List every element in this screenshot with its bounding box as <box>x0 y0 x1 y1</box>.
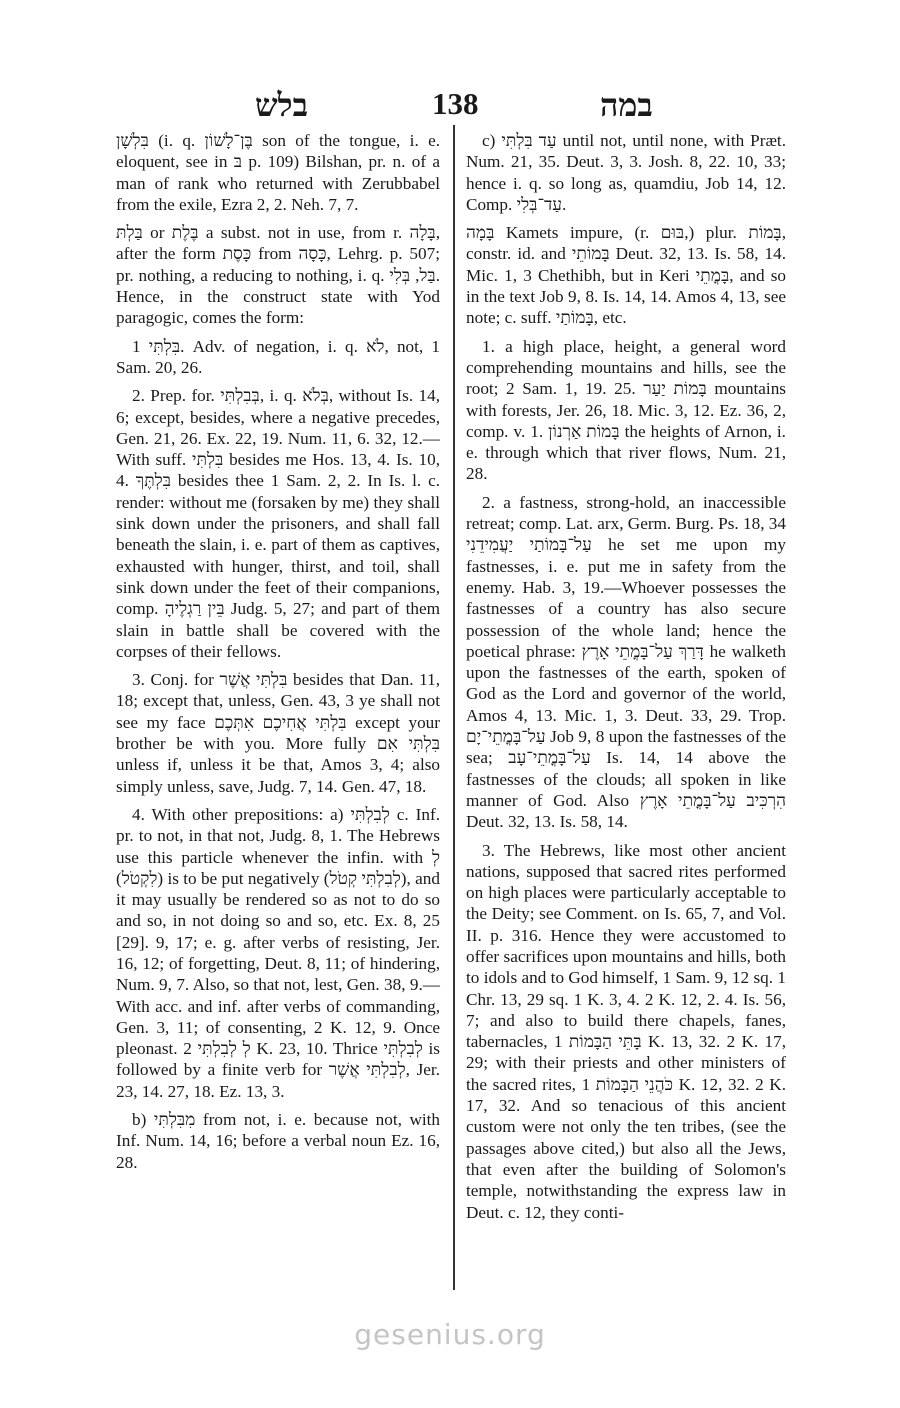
page-number: 138 <box>432 86 479 121</box>
right-column <box>466 130 786 1230</box>
entry-bilti-sense-2: 2. Prep. for. בְּבִלְתִּי, i. q. בְּלֹא, without Is. 14, 6; except, besides, where a negative precedes, Gen. 21, 26. Ex. 22, 19. Num. 11, 6. 32, 12.—With suff. בִּלְתִּי besides me Hos. 13, 4. Is. 10, 4. בִּלְתֶּךָ besides thee 1 Sam. 2, 2. In Is. l. c. render: without me (forsaken by me) they shall sink down under the prisoners, and shall fall beneath the slain, i. e. part of them as captives, exhausted with hunger, thirst, and toil, shall sink down under the feet of their companions, comp. בֵּין רַגְלֶיהָ Judg. 5, 27; and part of them slain in battle shall be covered with the corpses of their fellows. <box>116 386 440 661</box>
entry-bilti-sense-4b: b) מִבִּלְתִּי from not, i. e. because not, with Inf. Num. 14, 16; before a verbal noun Ez. 16, 28. <box>116 1110 440 1172</box>
page-header <box>0 86 900 126</box>
entry-bilti-sense-1: בִּלְתִּי 1. Adv. of negation, i. q. לֹא, not, 1 Sam. 20, 26. <box>116 336 441 377</box>
column-divider <box>453 125 455 1290</box>
site-watermark: gesenius.org <box>354 1318 546 1351</box>
entry-bilti-sense-4a: 4. With other prepositions: a) לְבִלְתִּי c. Inf. pr. to not, in that not, Judg. 8, 1. The Hebrews use this particle whenever the infin. with לְ (לִקְטֹל) is to be put negatively (לְבִלְתִּי קְטֹל), and it may usually be rendered so as not to do so and so, in not doing so and so, etc. Ex. 8, 25 [29]. 9, 17; e. g. after verbs of resisting, Jer. 16, 12; of forgetting, Deut. 8, 11; of hindering, Num. 9, 7. Also, so that not, lest, Gen. 38, 9.—With acc. and inf. after verbs of commanding, Gen. 3, 11; of consenting, 2 K. 12, 9. Once pleonast. לְ לְבִלְתִּי 2 K. 23, 10. Thrice לְבִלְתִּי is followed by a finite verb for לְבִלְתִּי אֲשֶׁר, Jer. 23, 14. 27, 18. Ez. 13, 3. <box>116 804 441 1101</box>
entry-bilti-sense-3: 3. Conj. for בִּלְתִּי אֲשֶׁר besides that Dan. 11, 18; except that, unless, Gen. 43, 3 ye shall not see my face בִּלְתִּי אֲחִיכֶם אִתְּכֶם except your brother be with you. More fully בִּלְתִּי אִם unless if, unless it be that, Amos 3, 4; also simply unless, save, Judg. 7, 14. Gen. 47, 18. <box>116 670 441 796</box>
right-catchword: במה <box>600 86 653 124</box>
entry-bilti-sense-4c: c) עַד בִּלְתִּי until not, until none, with Præt. Num. 21, 35. Deut. 3, 3. Josh. 8, 22. 10, 33; hence i. q. so long as, quamdiu, Job 14, 12. Comp. עַד־בְּלִי. <box>466 131 787 214</box>
entry-bamah-sense-3: 3. The Hebrews, like most other ancient nations, supposed that sacred rites performed on high places were particularly acceptable to the Deity; see Comment. on Is. 65, 7, and Vol. II. p. 316. Hence they were accustomed to offer sacrifices upon mountains and hills, both to idols and to God himself, 1 Sam. 9, 12 sq. 1 Chr. 13, 29 sq. 1 K. 3, 4. 2 K. 12, 2. 4. Is. 56, 7; and also to build there chapels, fanes, tabernacles, בָּתֵּי הַבָּמוֹת 1 K. 13, 32. 2 K. 17, 29; with their priests and other ministers of the sacred rites, כֹּהֲנֵי הַבָּמוֹת 1 K. 12, 32. 2 K. 17, 32. And so tenacious of this ancient custom were not only the ten tribes, (see the passages above cited,) but also all the Jews, that even after the building of Solomon's temple, notwithstanding the express law in Deut. c. 12, they conti- <box>466 840 787 1222</box>
entry-bamah: בָּמָה Kamets impure, (r. בּוּם,) plur. בָּמוֹת, constr. id. and בָּמוֹתֵי Deut. 32, 13. Is. 58, 14. Mic. 1, 3 Chethibh, but in Keri בָּמֳתֵי, and so in the text Job 9, 8. Is. 14, 14. Amos 4, 13, see note; c. suff. בָּמוֹתַי, etc. <box>466 223 786 328</box>
left-column <box>116 130 440 1180</box>
entry-belet: בַּלְתּ or בֶּלֶת a subst. not in use, from r. בָּלָה, after the form כָּסֶת from כָּסָה, Lehrg. p. 507; pr. nothing, a reducing to nothing, i. q. בַּל, בְּלִי. Hence, in the construct state with Yod paragogic, comes the form: <box>116 223 440 328</box>
entry-bamah-sense-2: 2. a fastness, strong-hold, an inaccessible retreat; comp. Lat. arx, Germ. Burg. Ps. 18, 34 עַל־בָּמוֹתַי יַעֲמִידֵנִי he set me upon my fastnesses, i. e. put me in safety from the enemy. Hab. 3, 19.—Whoever possesses the fastnesses of a country has also secure possession of the whole land; hence the poetical phrase: דָּרַךְ עַל־בָּמֳתֵי אָרֶץ he walketh upon the fastnesses of the earth, spoken of God as the Lord and governor of the world, Amos 4, 13. Mic. 1, 3. Deut. 33, 29. Trop. עַל־בָּמֳתֵי־יָם Job 9, 8 upon the fastnesses of the sea; עַל־בָּמֳתֵי־עָב Is. 14, 14 above the fastnesses of the clouds; all spoken in like manner of God. Also הִרְכִּיב עַל־בָּמֳתֵי אָרֶץ Deut. 32, 13. Is. 58, 14. <box>466 492 786 832</box>
entry-bamah-sense-1: 1. a high place, height, a general word comprehending mountains and hills, see the root; 2 Sam. 1, 19. 25. בָּמוֹת יַעַר mountains with forests, Jer. 26, 18. Mic. 3, 12. Ez. 36, 2, comp. v. 1. בָּמוֹת אַרְנוֹן the heights of Arnon, i. e. through which that river flows, Num. 21, 28. <box>466 336 786 484</box>
entry-bilshan: בִּלְשָׁן (i. q. בֶּן־לָשׁוֹן son of the tongue, i. e. eloquent, see in בּ p. 109) Bilshan, pr. n. of a man of rank who returned with Zerubbabel from the exile, Ezra 2, 2. Neh. 7, 7. <box>116 131 441 214</box>
left-catchword: בלש <box>255 86 309 124</box>
